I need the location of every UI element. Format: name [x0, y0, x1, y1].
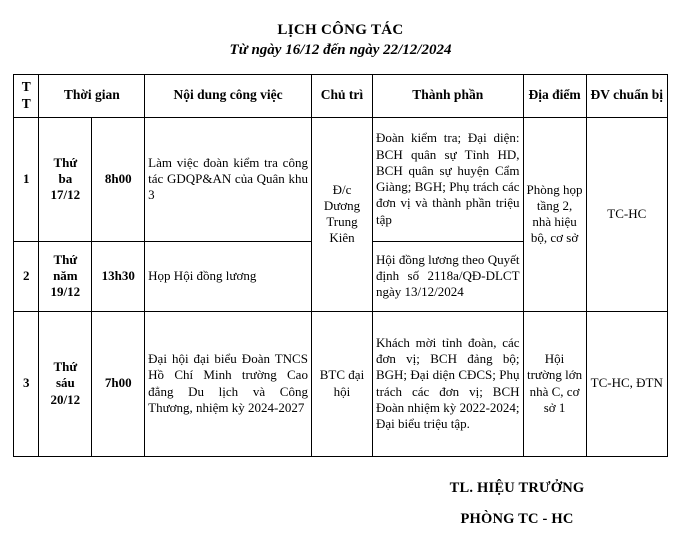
row-members: Khách mời tỉnh đoàn, các đơn vị; BCH đảng bộ; BGH; Đại diện CĐCS; Phụ trách các đơn vị; BCH Đoàn nhiệm kỳ 2022-2024; Đại biểu triệu tập.	[372, 311, 523, 456]
row-index: 1	[14, 117, 39, 241]
row-members: Đoàn kiểm tra; Đại diện: BCH quân sự Tỉnh HD, BCH quân sự huyện Cẩm Giàng; BGH; Phụ trách các đơn vị và thành phần triệu tập	[372, 117, 523, 241]
page-title: LỊCH CÔNG TÁC	[277, 22, 404, 38]
row-day-line3: 19/12	[50, 284, 81, 300]
row-hour: 8h00	[92, 117, 145, 241]
signature-block	[392, 481, 642, 529]
row-day-line1: Thứ	[53, 359, 78, 375]
page-subtitle: Từ ngày 16/12 đến ngày 22/12/2024	[229, 42, 452, 59]
row-hour: 7h00	[92, 311, 145, 456]
row-unit: TC-HC	[586, 117, 667, 311]
row-day-line1: Thứ	[53, 154, 78, 170]
table-row	[14, 117, 668, 241]
header-place	[523, 74, 586, 117]
row-day-line3: 17/12	[50, 187, 81, 203]
row-place: Phòng họp tầng 2, nhà hiệu bộ, cơ sở	[523, 117, 586, 311]
row-hour: 13h30	[92, 241, 145, 311]
row-index: 2	[14, 241, 39, 311]
table-row	[14, 311, 668, 456]
header-index-line1: T	[21, 78, 31, 94]
row-day	[39, 117, 92, 241]
row-content: Đại hội đại biểu Đoàn TNCS Hồ Chí Minh trường Cao đẳng Du lịch và Công Thương, nhiệm kỳ 2024-2027	[145, 311, 312, 456]
header-index	[14, 74, 39, 117]
signature-authority: TL. HIỆU TRƯỞNG	[449, 479, 585, 496]
row-place: Hội trường lớn nhà C, cơ sở 1	[523, 311, 586, 456]
header-unit-line2: chuẩn bị	[613, 87, 664, 103]
header-place-line2: điểm	[552, 87, 581, 103]
schedule-table	[13, 74, 668, 457]
row-day	[39, 241, 92, 311]
row-index: 3	[14, 311, 39, 456]
row-day-line2: năm	[53, 267, 78, 283]
header-chair: Chủ trì	[311, 74, 372, 117]
header-index-line2: T	[21, 95, 31, 111]
row-content: Làm việc đoàn kiểm tra công tác GDQP&AN của Quân khu 3	[145, 117, 312, 241]
row-day	[39, 311, 92, 456]
row-day-line1: Thứ	[53, 251, 78, 267]
row-day-line2: ba	[58, 170, 73, 186]
header-members: Thành phần	[372, 74, 523, 117]
header-content: Nội dung công việc	[145, 74, 312, 117]
schedule-table-wrapper	[0, 61, 681, 457]
row-chair: Đ/c Dương Trung Kiên	[311, 117, 372, 311]
row-chair: BTC đại hội	[311, 311, 372, 456]
row-unit: TC-HC, ĐTN	[586, 311, 667, 456]
signature-department: PHÒNG TC - HC	[460, 511, 574, 528]
row-day-line2: sáu	[55, 375, 75, 391]
header-unit-line1: ĐV	[590, 87, 610, 103]
title-block	[0, 0, 681, 61]
header-time: Thời gian	[39, 74, 145, 117]
table-header-row	[14, 74, 668, 117]
header-unit	[586, 74, 667, 117]
header-place-line1: Địa	[528, 87, 549, 103]
row-content: Họp Hội đồng lương	[145, 241, 312, 311]
row-members: Hội đồng lương theo Quyết định số 2118a/QĐ-DLCT ngày 13/12/2024	[372, 241, 523, 311]
row-day-line3: 20/12	[50, 391, 81, 407]
